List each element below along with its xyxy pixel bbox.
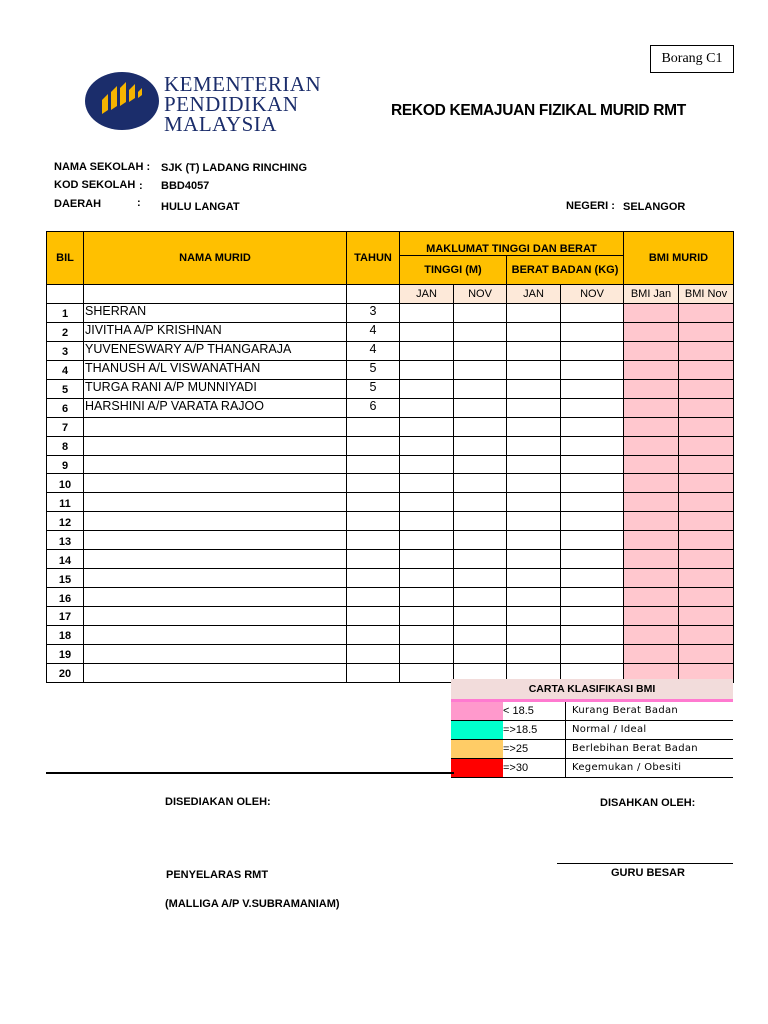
row-nama — [84, 550, 347, 569]
row-tahun — [347, 625, 400, 644]
district-value: HULU LANGAT — [161, 201, 240, 213]
row-bmi-jan — [624, 474, 679, 493]
ministry-name — [164, 74, 321, 134]
header-bil: BIL — [47, 232, 84, 285]
row-tahun: 4 — [347, 341, 400, 360]
row-bil: 5 — [47, 379, 84, 398]
row-bil: 6 — [47, 398, 84, 417]
row-bmi-nov — [679, 304, 734, 323]
row-bmi-jan — [624, 493, 679, 512]
row-berat-jan — [507, 512, 561, 531]
row-tinggi-jan — [400, 663, 454, 682]
legend-title: CARTA KLASIFIKASI BMI — [451, 679, 733, 702]
row-nama — [84, 607, 347, 626]
row-berat-jan — [507, 550, 561, 569]
row-nama: TURGA RANI A/P MUNNIYADI — [84, 379, 347, 398]
row-tahun: 5 — [347, 379, 400, 398]
row-tahun — [347, 417, 400, 436]
row-tinggi-nov — [454, 625, 507, 644]
legend-range: =>30 — [503, 759, 566, 777]
subheader-tinggi-nov: NOV — [454, 285, 507, 304]
row-bil: 13 — [47, 531, 84, 550]
row-berat-jan — [507, 436, 561, 455]
row-tinggi-jan — [400, 607, 454, 626]
row-nama — [84, 625, 347, 644]
row-berat-jan — [507, 341, 561, 360]
row-tinggi-jan — [400, 304, 454, 323]
form-code: Borang C1 — [661, 51, 723, 66]
row-berat-nov — [561, 512, 624, 531]
row-berat-nov — [561, 531, 624, 550]
row-tinggi-jan — [400, 474, 454, 493]
subheader-tinggi-jan: JAN — [400, 285, 454, 304]
row-berat-jan — [507, 379, 561, 398]
row-berat-jan — [507, 644, 561, 663]
header-maklumat: MAKLUMAT TINGGI DAN BERAT — [400, 232, 624, 256]
table-row — [47, 569, 734, 588]
row-berat-nov — [561, 625, 624, 644]
row-nama — [84, 644, 347, 663]
row-berat-nov — [561, 379, 624, 398]
row-tinggi-nov — [454, 512, 507, 531]
headmaster-label: GURU BESAR — [611, 867, 685, 879]
legend-range: =>18.5 — [503, 721, 566, 739]
ministry-line-3: MALAYSIA — [164, 112, 277, 136]
legend-label: Kurang Berat Badan — [572, 705, 679, 716]
row-tinggi-jan — [400, 322, 454, 341]
prepared-by-label: DISEDIAKAN OLEH: — [165, 796, 271, 808]
row-tahun — [347, 531, 400, 550]
school-name-label: NAMA SEKOLAH : — [54, 161, 151, 173]
table-row — [47, 398, 734, 417]
student-record-table — [46, 231, 734, 683]
row-bmi-jan — [624, 417, 679, 436]
row-tinggi-nov — [454, 341, 507, 360]
table-row — [47, 607, 734, 626]
legend-item — [451, 759, 733, 778]
row-tinggi-nov — [454, 417, 507, 436]
legend-swatch — [451, 721, 503, 739]
row-bmi-nov — [679, 322, 734, 341]
row-nama — [84, 493, 347, 512]
subheader-bmi-nov: BMI Nov — [679, 285, 734, 304]
row-bmi-jan — [624, 569, 679, 588]
row-berat-nov — [561, 607, 624, 626]
row-tinggi-jan — [400, 512, 454, 531]
row-nama — [84, 455, 347, 474]
legend-item — [451, 702, 733, 721]
row-nama: HARSHINI A/P VARATA RAJOO — [84, 398, 347, 417]
row-tinggi-nov — [454, 304, 507, 323]
row-bmi-jan — [624, 531, 679, 550]
subheader-blank — [84, 285, 347, 304]
row-bmi-nov — [679, 493, 734, 512]
row-nama — [84, 417, 347, 436]
row-bmi-nov — [679, 512, 734, 531]
coordinator-title: PENYELARAS RMT — [166, 869, 269, 881]
row-nama — [84, 531, 347, 550]
state-value: SELANGOR — [623, 201, 686, 213]
approved-by-label: DISAHKAN OLEH: — [600, 797, 696, 809]
row-bil: 12 — [47, 512, 84, 531]
header-nama-murid: NAMA MURID — [84, 232, 347, 285]
table-row — [47, 493, 734, 512]
school-code-label: KOD SEKOLAH — [54, 179, 136, 191]
row-nama — [84, 512, 347, 531]
header-berat: BERAT BADAN (KG) — [507, 256, 624, 285]
row-bil: 15 — [47, 569, 84, 588]
row-tinggi-nov — [454, 360, 507, 379]
row-tinggi-jan — [400, 493, 454, 512]
legend-label: Normal / Ideal — [572, 724, 647, 735]
row-tahun — [347, 436, 400, 455]
row-tahun — [347, 512, 400, 531]
table-row — [47, 550, 734, 569]
legend-swatch — [451, 740, 503, 758]
row-tinggi-nov — [454, 398, 507, 417]
row-tahun: 4 — [347, 322, 400, 341]
legend-item — [451, 740, 733, 759]
legend-swatch — [451, 759, 503, 777]
row-tinggi-jan — [400, 398, 454, 417]
row-berat-nov — [561, 322, 624, 341]
row-bmi-nov — [679, 474, 734, 493]
row-nama — [84, 436, 347, 455]
row-nama: SHERRAN — [84, 304, 347, 323]
row-nama: YUVENESWARY A/P THANGARAJA — [84, 341, 347, 360]
row-bil: 8 — [47, 436, 84, 455]
legend-range: =>25 — [503, 740, 566, 758]
row-tahun — [347, 663, 400, 682]
legend-label: Berlebihan Berat Badan — [572, 743, 698, 754]
row-nama: JIVITHA A/P KRISHNAN — [84, 322, 347, 341]
row-berat-jan — [507, 455, 561, 474]
school-code-colon: : — [139, 180, 143, 192]
row-berat-nov — [561, 455, 624, 474]
row-berat-jan — [507, 398, 561, 417]
row-berat-jan — [507, 360, 561, 379]
row-bmi-jan — [624, 625, 679, 644]
row-berat-nov — [561, 398, 624, 417]
legend-rows — [451, 702, 733, 778]
row-bil: 7 — [47, 417, 84, 436]
table-row — [47, 360, 734, 379]
header-tahun: TAHUN — [347, 232, 400, 285]
row-berat-nov — [561, 474, 624, 493]
row-tahun: 6 — [347, 398, 400, 417]
row-berat-jan — [507, 322, 561, 341]
row-bil: 19 — [47, 644, 84, 663]
table-row — [47, 512, 734, 531]
row-tinggi-jan — [400, 531, 454, 550]
row-bmi-jan — [624, 455, 679, 474]
table-row — [47, 341, 734, 360]
row-bmi-nov — [679, 588, 734, 607]
row-tahun — [347, 550, 400, 569]
row-tahun: 3 — [347, 304, 400, 323]
row-tahun: 5 — [347, 360, 400, 379]
table-row — [47, 304, 734, 323]
row-nama — [84, 588, 347, 607]
row-berat-jan — [507, 417, 561, 436]
subheader-blank — [47, 285, 84, 304]
row-bmi-jan — [624, 304, 679, 323]
row-berat-nov — [561, 588, 624, 607]
row-bmi-nov — [679, 360, 734, 379]
row-bil: 1 — [47, 304, 84, 323]
row-tinggi-jan — [400, 550, 454, 569]
subheader-blank — [347, 285, 400, 304]
row-tahun — [347, 474, 400, 493]
divider-line — [46, 772, 454, 774]
row-tinggi-nov — [454, 569, 507, 588]
row-nama: THANUSH A/L VISWANATHAN — [84, 360, 347, 379]
row-tinggi-jan — [400, 455, 454, 474]
row-tinggi-jan — [400, 588, 454, 607]
legend-item — [451, 721, 733, 740]
subheader-bmi-jan: BMI Jan — [624, 285, 679, 304]
student-rows — [47, 304, 734, 683]
row-tinggi-nov — [454, 588, 507, 607]
row-bmi-jan — [624, 322, 679, 341]
table-row — [47, 455, 734, 474]
row-bmi-jan — [624, 379, 679, 398]
school-code-value: BBD4057 — [161, 180, 210, 192]
row-berat-jan — [507, 607, 561, 626]
header-tinggi: TINGGI (M) — [400, 256, 507, 285]
table-row — [47, 625, 734, 644]
row-tahun — [347, 588, 400, 607]
table-row — [47, 322, 734, 341]
row-tinggi-jan — [400, 625, 454, 644]
row-tahun — [347, 644, 400, 663]
row-bil: 2 — [47, 322, 84, 341]
row-tinggi-jan — [400, 436, 454, 455]
row-bmi-nov — [679, 379, 734, 398]
row-tinggi-jan — [400, 341, 454, 360]
row-bmi-nov — [679, 398, 734, 417]
row-bmi-nov — [679, 531, 734, 550]
row-bil: 16 — [47, 588, 84, 607]
row-tinggi-nov — [454, 493, 507, 512]
ministry-line-2: PENDIDIKAN — [164, 92, 299, 116]
signature-line — [557, 863, 733, 864]
row-tinggi-jan — [400, 644, 454, 663]
row-berat-nov — [561, 436, 624, 455]
row-bmi-jan — [624, 550, 679, 569]
row-bmi-nov — [679, 625, 734, 644]
subheader-berat-nov: NOV — [561, 285, 624, 304]
page-title: REKOD KEMAJUAN FIZIKAL MURID RMT — [391, 102, 686, 119]
subheader-berat-jan: JAN — [507, 285, 561, 304]
row-tinggi-jan — [400, 360, 454, 379]
table-row — [47, 588, 734, 607]
row-bil: 14 — [47, 550, 84, 569]
state-label: NEGERI : — [566, 200, 615, 212]
row-bmi-jan — [624, 607, 679, 626]
row-bmi-jan — [624, 588, 679, 607]
bmi-legend — [451, 679, 733, 778]
row-bmi-nov — [679, 341, 734, 360]
legend-range: < 18.5 — [503, 702, 566, 720]
row-bmi-nov — [679, 644, 734, 663]
row-bmi-jan — [624, 644, 679, 663]
row-berat-jan — [507, 474, 561, 493]
row-berat-nov — [561, 550, 624, 569]
coordinator-name: (MALLIGA A/P V.SUBRAMANIAM) — [165, 898, 340, 910]
row-bil: 10 — [47, 474, 84, 493]
row-berat-nov — [561, 493, 624, 512]
row-tinggi-nov — [454, 322, 507, 341]
table-row — [47, 417, 734, 436]
row-nama — [84, 474, 347, 493]
row-berat-nov — [561, 304, 624, 323]
row-berat-jan — [507, 625, 561, 644]
district-label: DAERAH — [54, 198, 102, 210]
row-tinggi-nov — [454, 644, 507, 663]
row-tinggi-nov — [454, 455, 507, 474]
row-berat-nov — [561, 360, 624, 379]
row-bmi-nov — [679, 550, 734, 569]
row-bmi-nov — [679, 607, 734, 626]
row-tinggi-nov — [454, 531, 507, 550]
row-tahun — [347, 607, 400, 626]
row-bmi-jan — [624, 512, 679, 531]
ministry-line-1: KEMENTERIAN — [164, 72, 322, 96]
form-code-box — [650, 45, 734, 73]
row-bmi-jan — [624, 398, 679, 417]
row-tahun — [347, 569, 400, 588]
row-tinggi-jan — [400, 379, 454, 398]
row-tinggi-nov — [454, 436, 507, 455]
row-tahun — [347, 493, 400, 512]
row-bil: 9 — [47, 455, 84, 474]
row-bmi-jan — [624, 436, 679, 455]
row-bmi-nov — [679, 569, 734, 588]
row-tinggi-nov — [454, 474, 507, 493]
table-row — [47, 644, 734, 663]
header-bmi-murid: BMI MURID — [624, 232, 734, 285]
table-row — [47, 474, 734, 493]
row-bmi-jan — [624, 360, 679, 379]
row-nama — [84, 569, 347, 588]
row-berat-jan — [507, 493, 561, 512]
row-berat-nov — [561, 341, 624, 360]
row-bmi-nov — [679, 455, 734, 474]
row-tinggi-nov — [454, 379, 507, 398]
row-bil: 17 — [47, 607, 84, 626]
table-row — [47, 531, 734, 550]
row-tinggi-jan — [400, 569, 454, 588]
row-berat-nov — [561, 644, 624, 663]
row-tahun — [347, 455, 400, 474]
row-berat-jan — [507, 531, 561, 550]
legend-swatch — [451, 702, 503, 720]
row-berat-jan — [507, 569, 561, 588]
legend-label: Kegemukan / Obesiti — [572, 762, 682, 773]
row-bmi-jan — [624, 341, 679, 360]
row-bmi-nov — [679, 417, 734, 436]
row-bil: 11 — [47, 493, 84, 512]
row-berat-nov — [561, 569, 624, 588]
row-tinggi-nov — [454, 607, 507, 626]
row-bmi-nov — [679, 436, 734, 455]
row-bil: 20 — [47, 663, 84, 682]
row-bil: 4 — [47, 360, 84, 379]
district-colon: : — [137, 197, 141, 209]
row-tinggi-jan — [400, 417, 454, 436]
table-row — [47, 379, 734, 398]
school-name-value: SJK (T) LADANG RINCHING — [161, 162, 308, 174]
row-tinggi-nov — [454, 550, 507, 569]
row-berat-jan — [507, 304, 561, 323]
row-bil: 18 — [47, 625, 84, 644]
row-berat-jan — [507, 588, 561, 607]
row-nama — [84, 663, 347, 682]
row-bil: 3 — [47, 341, 84, 360]
table-row — [47, 436, 734, 455]
row-berat-nov — [561, 417, 624, 436]
